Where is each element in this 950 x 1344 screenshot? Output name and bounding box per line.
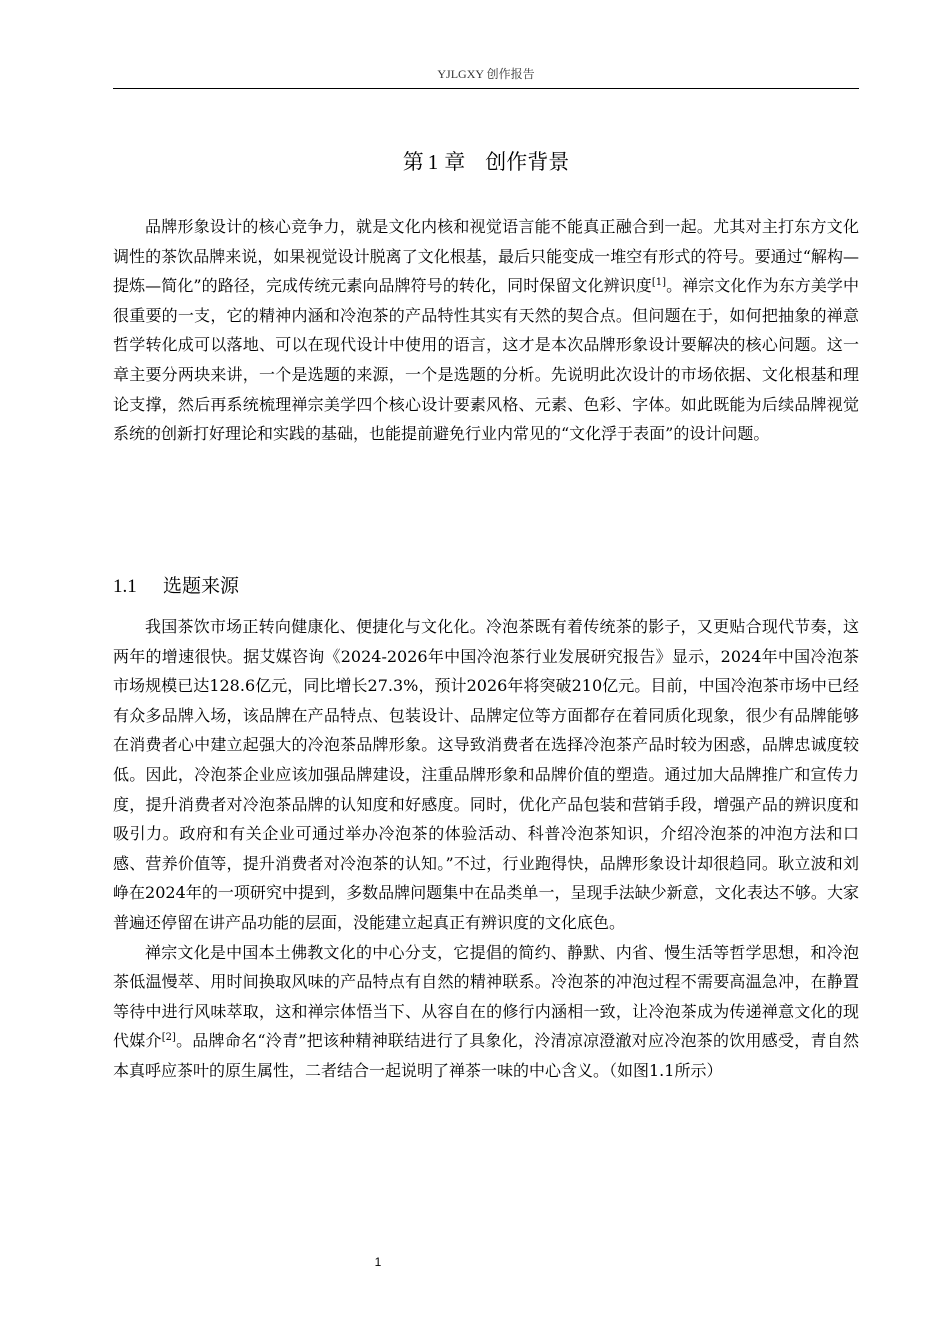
section-paragraph-1: 我国茶饮市场正转向健康化、便捷化与文化化。冷泡茶既有着传统茶的影子，又更贴合现代节奏，这两年的增速很快。据艾媒咨询《2024-2026年中国冷泡茶行业发展研究报告》显示，2024年中国冷泡茶市场规模已达128.6亿元，同比增长27.3%，预计2026年将突破210亿元。目前，中国冷泡茶市场中已经有众多品牌入场，该品牌在产品特点、包装设计、品牌定位等方面都存在着同质化现象，很少有品牌能够在消费者心中建立起强大的冷泡茶品牌形象。这导致消费者在选择冷泡茶产品时较为困惑，品牌忠诚度较低。因此，冷泡茶企业应该加强品牌建设，注重品牌形象和品牌价值的塑造。通过加大品牌推广和宣传力度，提升消费者对冷泡茶品牌的认知度和好感度。同时，优化产品包装和营销手段，增强产品的辨识度和吸引力。政府和有关企业可通过举办冷泡茶的体验活动、科普冷泡茶知识，介绍冷泡茶的冲泡方法和口感、营养价值等，提升消费者对冷泡茶的认知。”不过，行业跑得快，品牌形象设计却很趋同。耿立波和刘峥在2024年的一项研究中提到，多数品牌问题集中在品类单一，呈现手法缺少新意，文化表达不够。大家普遍还停留在讲产品功能的层面，没能建立起真正有辨识度的文化底色。 <box>113 617 859 932</box>
chapter-heading: 创作背景 <box>485 150 570 174</box>
intro-section <box>113 212 859 449</box>
intro-paragraph <box>113 212 859 449</box>
header-text: YJLGXY 创作报告 <box>437 67 535 81</box>
section-paragraph-2 <box>113 938 859 1086</box>
section-body <box>113 612 859 1086</box>
citation-ref-2: [2] <box>161 1032 176 1044</box>
section-number: 1.1 <box>113 576 137 597</box>
chapter-label-prefix: 第 <box>402 150 424 174</box>
section-title <box>113 572 239 601</box>
section-paragraph-2-text: 禅宗文化是中国本土佛教文化的中心分支，它提倡的简约、静默、内省、慢生活等哲学思想，和冷泡茶低温慢萃、用时间换取风味的产品特点有自然的精神联系。冷泡茶的冲泡过程不需要高温急冲，在静置等待中进行风味萃取，这和禅宗体悟当下、从容自在的修行内涵相一致，让冷泡茶成为传递禅意文化的现代媒介 <box>113 942 859 1051</box>
chapter-label-suffix: 章 <box>444 150 466 174</box>
page-number: 1 <box>374 1255 382 1269</box>
intro-text-cont: 。禅宗文化作为东方美学中很重要的一支，它的精神内涵和冷泡茶的产品特性其实有天然的契合点。但问题在于，如何把抽象的禅意哲学转化成可以落地、可以在现代设计中使用的语言，这才是本次品牌形象设计要解决的核心问题。这一章主要分两块来讲，一个是选题的来源，一个是选题的分析。先说明此次设计的市场依据、文化根基和理论支撑，然后再系统梳理禅宗美学四个核心设计要素风格、元素、色彩、字体。如此既能为后续品牌视觉系统的创新打好理论和实践的基础，也能提前避免行业内常见的“文化浮于表面”的设计问题。 <box>113 276 859 444</box>
section-paragraph-2-cont: 。品牌命名“泠青”把该种精神联结进行了具象化，泠清凉凉澄澈对应冷泡茶的饮用感受，青自然本真呼应茶叶的原生属性，二者结合一起说明了禅茶一味的中心含义。（如图1.1所示） <box>113 1031 859 1080</box>
chapter-title <box>113 146 859 178</box>
running-header <box>113 66 859 89</box>
chapter-number: 1 <box>427 150 439 174</box>
section-heading: 选题来源 <box>163 575 240 597</box>
citation-ref-1: [1] <box>651 277 667 289</box>
intro-text: 品牌形象设计的核心竞争力，就是文化内核和视觉语言能不能真正融合到一起。尤其对主打东方文化调性的茶饮品牌来说，如果视觉设计脱离了文化根基，最后只能变成一堆空有形式的符号。要通过“解构—提炼—简化”的路径，完成传统元素向品牌符号的转化，同时保留文化辨识度 <box>113 217 859 296</box>
